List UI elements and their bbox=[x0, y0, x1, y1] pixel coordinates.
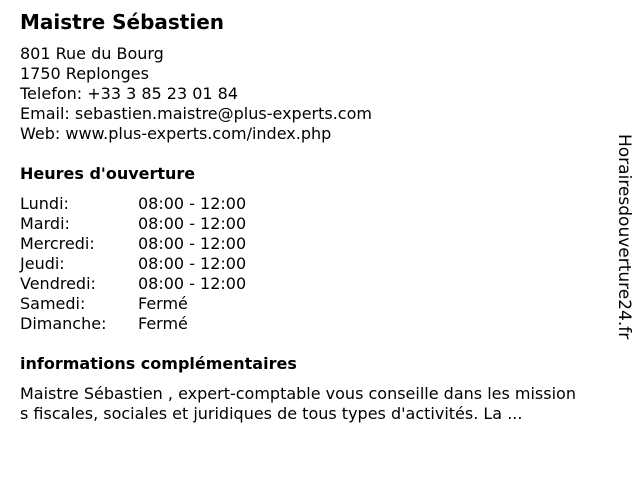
hours-value: 08:00 - 12:00 bbox=[138, 274, 247, 293]
hours-row-saturday bbox=[20, 294, 246, 314]
day-label: Vendredi: bbox=[20, 274, 96, 293]
day-label: Jeudi: bbox=[20, 254, 65, 273]
phone-line: Telefon: +33 3 85 23 01 84 bbox=[20, 84, 239, 103]
hours-value: Fermé bbox=[138, 314, 188, 333]
additional-info-heading: informations complémentaires bbox=[20, 354, 297, 373]
business-name: Maistre Sébastien bbox=[20, 10, 225, 34]
hours-row-monday bbox=[20, 194, 246, 214]
hours-row-thursday bbox=[20, 254, 246, 274]
hours-value: 08:00 - 12:00 bbox=[138, 194, 247, 213]
day-label: Mercredi: bbox=[20, 234, 95, 253]
hours-value: 08:00 - 12:00 bbox=[138, 254, 247, 273]
hours-row-sunday bbox=[20, 314, 246, 334]
day-label: Lundi: bbox=[20, 194, 69, 213]
hours-row-wednesday bbox=[20, 234, 246, 254]
day-label: Dimanche: bbox=[20, 314, 107, 333]
hours-value: 08:00 - 12:00 bbox=[138, 234, 247, 253]
hours-value: Fermé bbox=[138, 294, 188, 313]
site-watermark: Horairesdouverture24.fr bbox=[614, 134, 634, 340]
day-label: Samedi: bbox=[20, 294, 86, 313]
address-city: 1750 Replonges bbox=[20, 64, 149, 83]
contact-block bbox=[20, 44, 372, 144]
opening-hours-heading: Heures d'ouverture bbox=[20, 164, 196, 183]
email-line: Email: sebastien.maistre@plus-experts.com bbox=[20, 104, 372, 123]
hours-row-tuesday bbox=[20, 214, 246, 234]
day-label: Mardi: bbox=[20, 214, 70, 233]
hours-row-friday bbox=[20, 274, 246, 294]
opening-hours-list bbox=[20, 194, 246, 334]
additional-info-text: Maistre Sébastien , expert-comptable vous conseille dans les missions fiscales, sociales et juridiques de tous types d'activités. La ... bbox=[20, 384, 576, 423]
address-street: 801 Rue du Bourg bbox=[20, 44, 164, 63]
hours-value: 08:00 - 12:00 bbox=[138, 214, 247, 233]
website-line: Web: www.plus-experts.com/index.php bbox=[20, 124, 332, 143]
